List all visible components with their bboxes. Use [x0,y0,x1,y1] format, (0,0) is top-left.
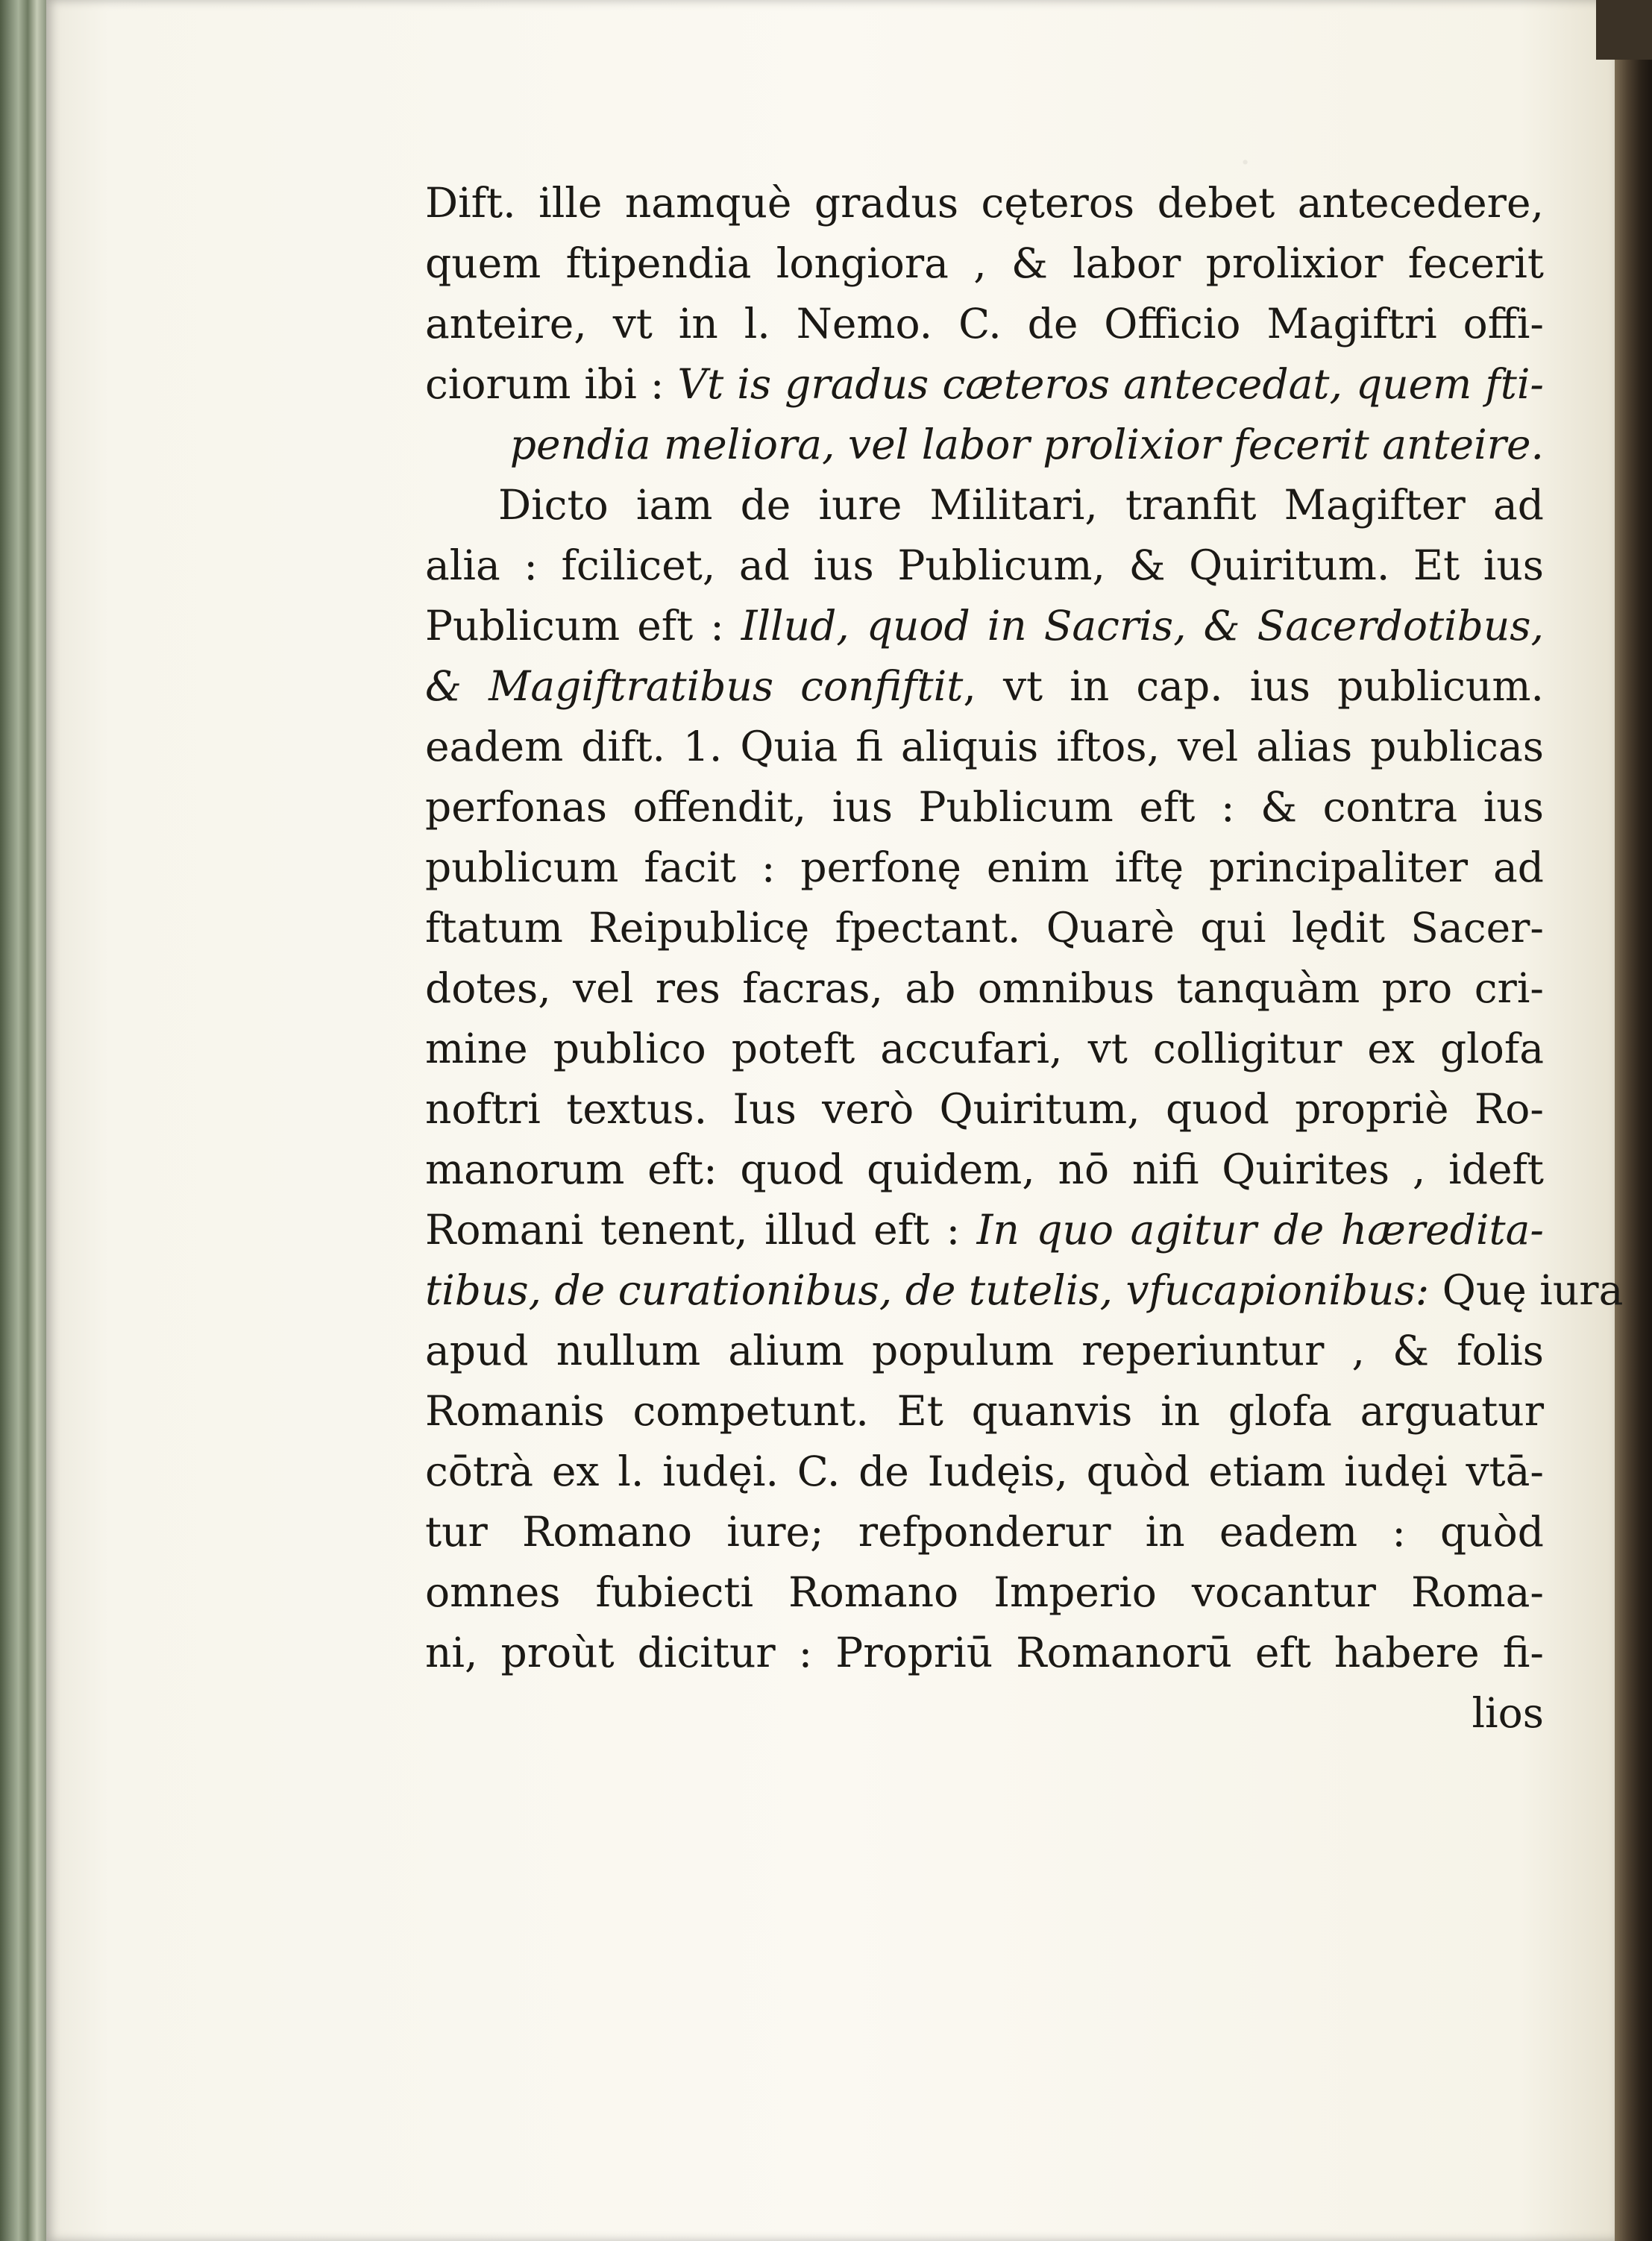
text-line [425,837,1544,898]
text-line [425,1623,1544,1683]
text-segment: quem ftipendia longiora , & labor prolixior fecerit [425,239,1544,287]
text-line [425,1502,1544,1562]
text-segment: mine publico poteft accufari, vt colligitur ex glofa [425,1025,1544,1072]
text-segment: omnes fubiecti Romano Imperio vocantur Roma- [425,1568,1544,1616]
binding-top-corner [1596,0,1652,60]
text-line [425,1321,1544,1381]
text-segment: anteire, vt in l. Nemo. C. de Officio Magiftri offi- [425,300,1544,348]
text-segment: perfonas offendit, ius Publicum eft : & contra ius [425,783,1544,831]
italic-text-segment: Illud, quod in Sacris, & Sacerdotibus, [741,602,1544,650]
text-segment: lios [1472,1689,1544,1737]
text-line [425,294,1544,354]
italic-text-segment: Vt is gradus cæteros antecedat, quem fti- [677,360,1544,408]
text-segment: Romanis competunt. Et quanvis in glofa arguatur [425,1387,1544,1435]
text-line [425,173,1544,233]
italic-text-segment: pendia meliora, vel labor prolixior fecerit anteire. [509,421,1544,468]
text-segment: apud nullum alium populum reperiuntur , & folis [425,1327,1544,1374]
text-line [425,1442,1544,1502]
text-segment: manorum eft: quod quidem, nō nifi Quirites , ideft [425,1145,1544,1193]
book-edge-left [0,0,46,2241]
text-segment: Romani tenent, illud eft : [425,1206,977,1254]
text-segment: Publicum eft : [425,602,741,650]
text-line [425,535,1544,596]
text-segment: eadem dift. 1. Quia fi aliquis iftos, vel alias publicas [425,723,1544,770]
text-line [425,1140,1544,1200]
text-segment: alia : fcilicet, ad ius Publicum, & Quiritum. Et ius [425,541,1544,589]
text-line [425,1019,1544,1079]
text-segment: publicum facit : perfonę enim iftę principaliter ad [425,843,1544,891]
text-segment: Dicto iam de iure Militari, tranfit Magifter ad [498,481,1544,529]
italic-text-segment: & Magiftratibus confiftit [425,662,964,710]
text-line [425,656,1544,717]
text-segment: ni, proùt dicitur : Propriū Romanorū eft habere fi- [425,1629,1544,1676]
text-line [425,1200,1544,1260]
text-line [425,1079,1544,1140]
text-segment: dotes, vel res facras, ab omnibus tanquàm pro cri- [425,964,1544,1012]
text-segment: Quę iura [1429,1266,1624,1314]
italic-text-segment: tibus, de curationibus, de tutelis, vfucapionibus: [425,1266,1430,1314]
show-through-mark: · [1240,142,1251,183]
text-line [425,1562,1544,1623]
text-segment: Dift. ille namquè gradus cęteros debet antecedere, [425,179,1544,227]
text-segment: ciorum ibi : [425,360,678,408]
text-line [425,717,1544,777]
body-text [425,173,1624,1744]
text-segment: ftatum Reipublicę fpectant. Quarè qui lędit Sacer- [425,904,1544,952]
text-line [425,233,1544,294]
text-line [425,475,1544,535]
text-segment: , vt in cap. ius publicum. [963,662,1544,710]
text-line [425,1260,1624,1321]
text-line [425,777,1544,837]
text-segment: cōtrà ex l. iudęi. C. de Iudęis, quòd etiam iudęi vtā- [425,1448,1544,1495]
text-line [425,1683,1544,1744]
text-line [425,898,1544,958]
text-line [425,354,1544,415]
book-binding-right [1615,0,1652,2241]
text-segment: noftri textus. Ius verò Quiritum, quod propriè Ro- [425,1085,1544,1133]
text-line [425,596,1544,656]
text-line [425,415,1544,475]
text-line [425,958,1544,1019]
italic-text-segment: In quo agitur de hæredita- [976,1206,1544,1254]
text-line [425,1381,1544,1442]
text-segment: tur Romano iure; refponderur in eadem : quòd [425,1508,1544,1556]
